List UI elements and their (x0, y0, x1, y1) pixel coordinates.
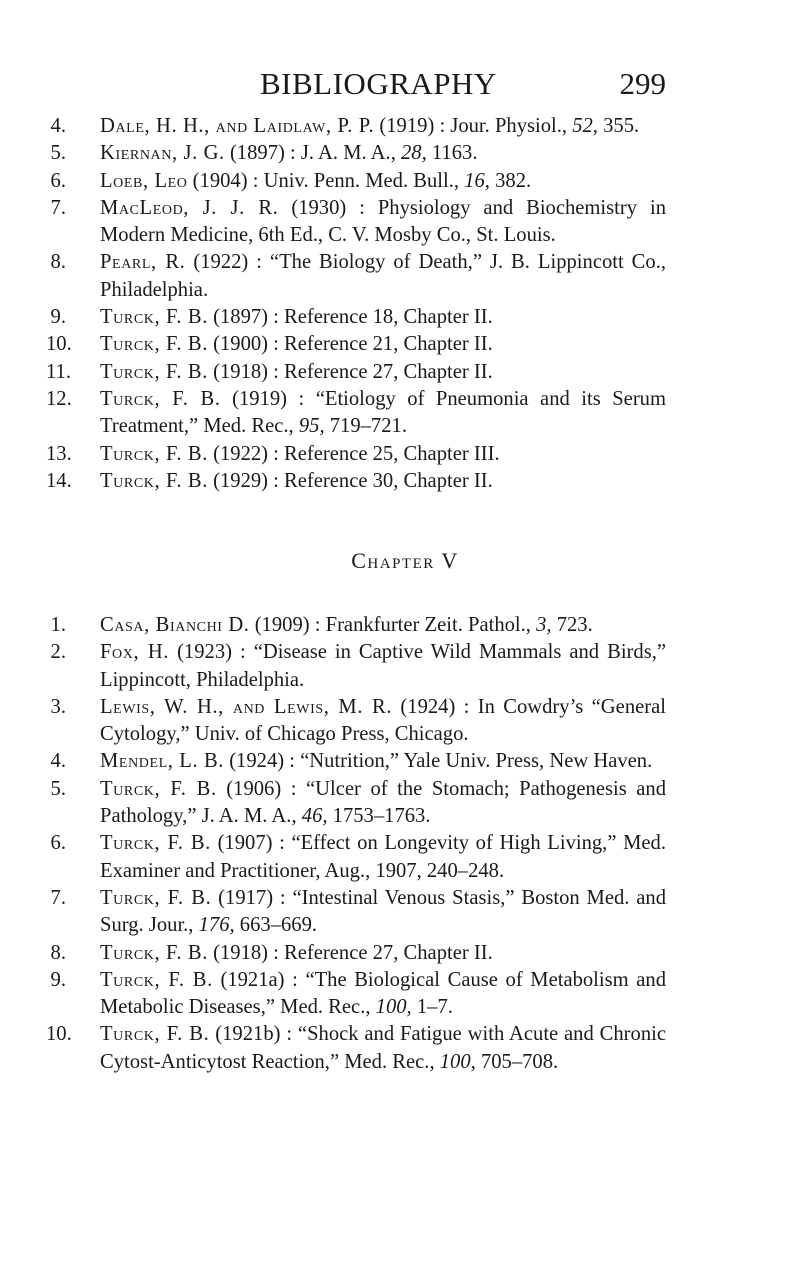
reference-pages: 723. (551, 614, 593, 636)
reference-entry (46, 885, 666, 940)
reference-entry (46, 748, 666, 775)
reference-number: 8. (50, 251, 66, 274)
reference-details: (1919) : Jour. Physiol., (374, 115, 573, 137)
reference-details: (1909) : Frankfurter Zeit. Pathol., (249, 614, 537, 636)
reference-entry (46, 140, 666, 167)
reference-volume: 95, (298, 415, 325, 438)
reference-details: (1922) : “The Biology of Death,” J. B. Lippincott Co., Philadelphia. (100, 251, 666, 301)
reference-details: (1900) : Reference 21, Chapter II. (207, 333, 493, 356)
reference-number: 12. (46, 387, 72, 410)
reference-entry (46, 249, 666, 304)
reference-number: 5. (50, 142, 66, 165)
reference-number: 9. (50, 968, 66, 991)
reference-entry (46, 694, 666, 749)
reference-entry (46, 967, 666, 1022)
reference-author: Turck, F. B. (100, 832, 211, 855)
reference-volume: 3, (536, 614, 552, 636)
reference-author: Turck, F. B. (100, 941, 208, 964)
reference-entry (46, 830, 666, 885)
reference-list-chapter-v (46, 612, 666, 1076)
reference-number: 14. (46, 469, 72, 492)
reference-author: Dale, H. H., and Laidlaw, P. P. (100, 115, 375, 137)
reference-number: 8. (50, 941, 66, 964)
reference-entry (46, 639, 666, 694)
reference-list-chapter-iv (46, 113, 666, 495)
reference-pages: 355. (597, 115, 640, 137)
reference-number: 7. (50, 196, 66, 219)
reference-author: Turck, F. B. (100, 442, 208, 465)
reference-details: (1922) : Reference 25, Chapter III. (207, 442, 500, 465)
reference-number: 10. (46, 1023, 72, 1046)
reference-entry (46, 940, 666, 967)
reference-entry (46, 195, 666, 250)
reference-entry (46, 386, 666, 441)
reference-volume: 46, (301, 805, 328, 828)
reference-details: (1918) : Reference 27, Chapter II. (207, 360, 493, 383)
reference-number: 6. (50, 169, 66, 192)
reference-number: 4. (50, 115, 66, 137)
reference-number: 6. (50, 832, 66, 855)
reference-details: (1921a) : “The Biological Cause of Metabolism and Metabolic Diseases,” Med. Rec., (100, 968, 666, 1019)
reference-volume: 16, (464, 169, 490, 192)
reference-details: (1921b) : “Shock and Fatigue with Acute and Chronic Cytost-Anticytost Reaction,” Med. Rec., (100, 1023, 666, 1073)
reference-details: (1924) : In Cowdry’s “General Cytology,” Univ. of Chicago Press, Chicago. (100, 695, 666, 746)
reference-number: 3. (50, 695, 66, 718)
reference-author: Turck, F. B. (100, 306, 208, 329)
reference-author: Turck, F. B. (100, 360, 208, 383)
reference-details: (1904) : Univ. Penn. Med. Bull., (187, 169, 465, 192)
reference-number: 5. (50, 777, 66, 800)
reference-details: (1907) : “Effect on Longevity of High Living,” Med. Examiner and Practitioner, Aug., 1907, 240–248. (100, 832, 666, 882)
reference-number: 10. (46, 333, 72, 356)
reference-details: (1918) : Reference 27, Chapter II. (207, 941, 493, 964)
reference-author: Turck, F. B. (100, 968, 213, 991)
reference-author: Kiernan, J. G. (100, 142, 225, 165)
reference-details: (1917) : “Intestinal Venous Stasis,” Boston Med. and Surg. Jour., (100, 886, 666, 937)
reference-volume: 28, (401, 142, 427, 165)
reference-pages: 1163. (426, 142, 478, 165)
reference-entry (46, 304, 666, 331)
reference-entry (46, 1021, 666, 1076)
reference-number: 7. (50, 886, 66, 909)
reference-number: 11. (46, 360, 71, 383)
reference-volume: 176, (198, 914, 235, 937)
reference-entry (46, 468, 666, 495)
reference-volume: 52, (572, 115, 598, 137)
page-number: 299 (619, 66, 666, 101)
reference-author: Casa, Bianchi D. (100, 614, 250, 636)
reference-pages: 1–7. (411, 996, 453, 1019)
reference-pages: 663–669. (234, 914, 318, 937)
reference-author: Turck, F. B. (100, 886, 212, 909)
reference-pages: 705–708. (475, 1050, 559, 1073)
reference-number: 4. (50, 750, 66, 773)
reference-author: Mendel, L. B. (100, 750, 225, 773)
reference-entry (46, 113, 666, 140)
reference-number: 1. (50, 614, 66, 636)
reference-volume: 100, (375, 996, 412, 1019)
reference-author: Lewis, W. H., and Lewis, M. R. (100, 695, 393, 718)
reference-entry (46, 168, 666, 195)
reference-author: Turck, F. B. (100, 387, 221, 410)
reference-details: (1930) : Physiology and Biochemistry in Modern Medicine, 6th Ed., C. V. Mosby Co., St. Louis. (100, 196, 666, 247)
reference-author: Turck, F. B. (100, 333, 208, 356)
reference-details: (1919) : “Etiology of Pneumonia and its Serum Treatment,” Med. Rec., (100, 387, 666, 438)
reference-author: Turck, F. B. (100, 777, 217, 800)
reference-entry (46, 441, 666, 468)
running-head-title: BIBLIOGRAPHY (260, 66, 497, 101)
reference-details: (1924) : “Nutrition,” Yale Univ. Press, New Haven. (224, 750, 653, 773)
reference-author: Fox, H. (100, 641, 170, 664)
reference-details: (1929) : Reference 30, Chapter II. (207, 469, 493, 492)
reference-details: (1897) : Reference 18, Chapter II. (207, 306, 493, 329)
page-header (0, 66, 800, 106)
reference-pages: 719–721. (324, 415, 407, 438)
reference-entry (46, 776, 666, 831)
reference-author: Turck, F. B. (100, 469, 208, 492)
chapter-heading: Chapter V (351, 548, 459, 573)
reference-entry (46, 331, 666, 358)
reference-entry (46, 612, 666, 639)
reference-number: 13. (46, 442, 72, 465)
reference-details: (1923) : “Disease in Captive Wild Mammals and Birds,” Lippincott, Philadelphia. (100, 641, 666, 691)
reference-entry (46, 359, 666, 386)
reference-number: 9. (50, 306, 66, 329)
reference-pages: 382. (489, 169, 532, 192)
reference-author: Turck, F. B. (100, 1023, 210, 1046)
reference-details: (1897) : J. A. M. A., (224, 142, 401, 165)
reference-author: Pearl, R. (100, 251, 186, 274)
reference-author: MacLeod, J. J. R. (100, 196, 279, 219)
reference-pages: 1753–1763. (327, 805, 431, 828)
reference-details: (1906) : “Ulcer of the Stomach; Pathogenesis and Pathology,” J. A. M. A., (100, 777, 666, 828)
reference-author: Loeb, Leo (100, 169, 188, 192)
reference-number: 2. (50, 641, 66, 664)
reference-volume: 100, (439, 1050, 476, 1073)
